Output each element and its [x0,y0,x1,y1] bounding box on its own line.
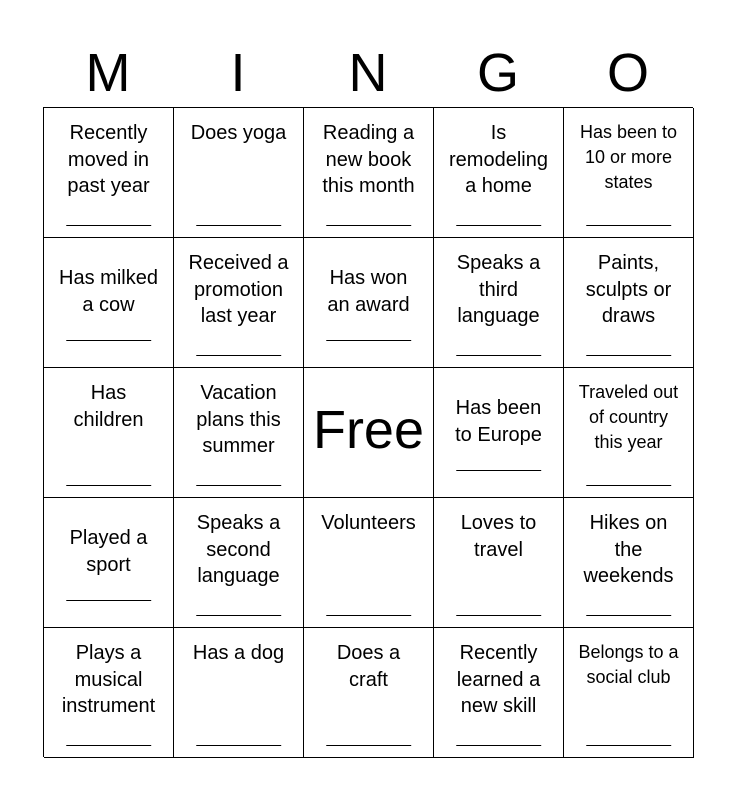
bingo-cell[interactable] [434,498,564,628]
signature-line: __________ [66,730,151,747]
bingo-cell[interactable] [304,238,434,368]
cell-prompt: Does a craft [336,642,401,691]
cell-prompt: Recently learned a new skill [456,642,541,717]
bingo-cell[interactable] [564,628,694,758]
cell-prompt: Is remodeling a home [449,122,548,197]
cell-prompt: Reading a new book this month [322,122,415,197]
bingo-cell[interactable] [434,238,564,368]
bingo-cell[interactable] [304,108,434,238]
cell-prompt: Vacation plans this summer [196,382,281,457]
cell-prompt: Paints, sculpts or draws [585,252,672,327]
signature-line: __________ [326,325,411,342]
bingo-cell[interactable] [44,628,174,758]
bingo-cell[interactable] [564,108,694,238]
signature-line: __________ [196,730,281,747]
bingo-cell[interactable] [564,368,694,498]
bingo-cell[interactable] [434,628,564,758]
cell-prompt: Volunteers [321,512,416,534]
bingo-cell[interactable] [434,368,564,498]
signature-line: __________ [456,340,541,357]
bingo-cell[interactable] [174,498,304,628]
bingo-cell[interactable] [304,628,434,758]
signature-line: __________ [66,210,151,227]
bingo-cell[interactable] [44,108,174,238]
header-letter-g: G [476,43,519,103]
bingo-cell[interactable] [434,108,564,238]
cell-prompt: Traveled out of country this year [578,382,679,452]
cell-prompt: Has milked a cow [59,267,158,316]
signature-line: __________ [586,340,671,357]
header-letter-i: I [230,43,246,103]
signature-line: __________ [196,470,281,487]
cell-prompt: Loves to travel [460,512,537,561]
cell-prompt: Received a promotion last year [188,252,289,327]
cell-prompt: Speaks a second language [196,512,281,587]
bingo-cell[interactable] [174,108,304,238]
signature-line: __________ [586,210,671,227]
bingo-cell[interactable] [174,628,304,758]
bingo-cell[interactable] [44,368,174,498]
signature-line: __________ [66,325,151,342]
bingo-cell[interactable] [44,238,174,368]
cell-prompt: Does yoga [190,122,287,144]
signature-line: __________ [66,585,151,602]
cell-prompt: Belongs to a social club [578,642,679,687]
signature-line: __________ [66,470,151,487]
bingo-cell[interactable] [564,238,694,368]
signature-line: __________ [456,600,541,617]
signature-line: __________ [196,210,281,227]
signature-line: __________ [456,210,541,227]
bingo-board [43,107,693,757]
cell-prompt: Has won an award [327,267,410,316]
bingo-cell[interactable] [304,498,434,628]
signature-line: __________ [586,730,671,747]
header-letter-n: N [348,43,388,103]
free-space-label: Free [312,399,425,460]
bingo-cell[interactable] [174,238,304,368]
bingo-header [43,40,693,106]
signature-line: __________ [326,730,411,747]
signature-line: __________ [456,730,541,747]
signature-line: __________ [196,340,281,357]
signature-line: __________ [326,600,411,617]
cell-prompt: Hikes on the weekends [583,512,674,587]
signature-line: __________ [196,600,281,617]
bingo-cell[interactable] [564,498,694,628]
cell-prompt: Recently moved in past year [67,122,150,197]
cell-prompt: Speaks a third language [456,252,541,327]
bingo-cell[interactable] [44,498,174,628]
signature-line: __________ [456,455,541,472]
cell-prompt: Played a sport [69,527,148,576]
cell-prompt: Has children [73,382,144,431]
signature-line: __________ [586,600,671,617]
free-space-cell[interactable] [304,368,434,498]
bingo-cell[interactable] [174,368,304,498]
cell-prompt: Plays a musical instrument [61,642,156,717]
cell-prompt: Has been to 10 or more states [579,122,678,192]
signature-line: __________ [586,470,671,487]
cell-prompt: Has been to Europe [455,397,542,446]
cell-prompt: Has a dog [192,642,285,664]
header-letter-o: O [606,43,649,103]
signature-line: __________ [326,210,411,227]
header-letter-m: M [85,43,131,103]
